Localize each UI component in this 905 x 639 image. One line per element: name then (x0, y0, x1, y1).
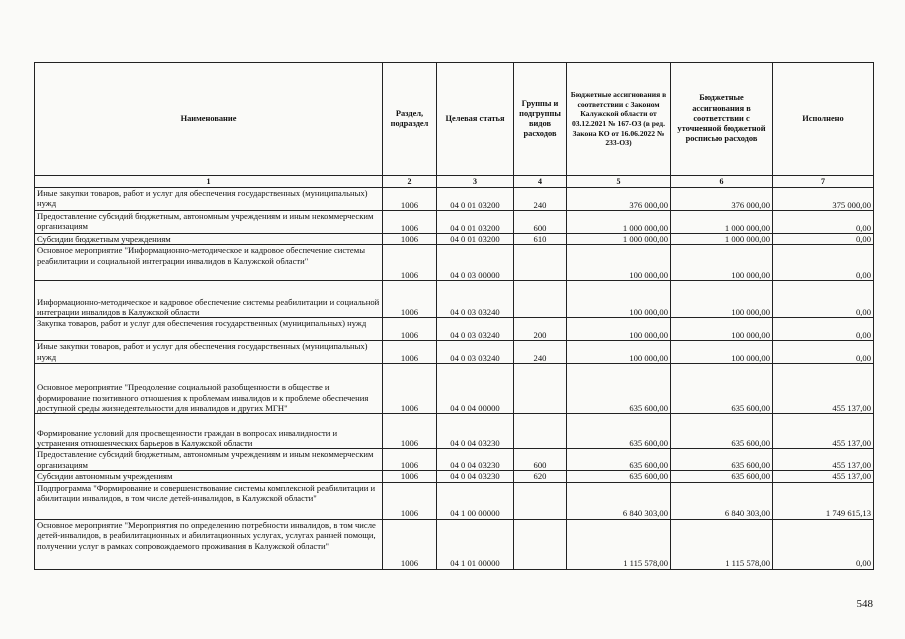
row-target: 04 0 04 03230 (437, 471, 514, 482)
row-refined-amount: 100 000,00 (671, 281, 773, 318)
row-group (514, 281, 567, 318)
column-number: 7 (773, 176, 874, 188)
row-law-amount: 100 000,00 (567, 341, 671, 364)
budget-table (34, 62, 874, 570)
row-section: 1006 (383, 449, 437, 471)
row-executed-amount: 0,00 (773, 245, 874, 281)
column-number: 5 (567, 176, 671, 188)
row-law-amount: 635 600,00 (567, 471, 671, 482)
row-group: 240 (514, 341, 567, 364)
row-refined-amount: 635 600,00 (671, 449, 773, 471)
table-row (35, 318, 874, 341)
row-section: 1006 (383, 188, 437, 211)
row-section: 1006 (383, 364, 437, 414)
row-target: 04 0 03 03240 (437, 318, 514, 341)
row-group (514, 414, 567, 449)
row-executed-amount: 0,00 (773, 318, 874, 341)
row-executed-amount: 455 137,00 (773, 449, 874, 471)
row-refined-amount: 1 000 000,00 (671, 211, 773, 234)
row-target: 04 1 00 00000 (437, 482, 514, 519)
row-executed-amount: 455 137,00 (773, 364, 874, 414)
row-target: 04 0 03 00000 (437, 245, 514, 281)
row-section: 1006 (383, 318, 437, 341)
column-number: 4 (514, 176, 567, 188)
table-row (35, 245, 874, 281)
row-target: 04 0 03 03240 (437, 281, 514, 318)
row-executed-amount: 0,00 (773, 281, 874, 318)
row-executed-amount: 0,00 (773, 211, 874, 234)
header-groups: Группы и подгруппы видов расходов (514, 63, 567, 176)
table-row (35, 281, 874, 318)
row-section: 1006 (383, 234, 437, 245)
row-refined-amount: 376 000,00 (671, 188, 773, 211)
row-law-amount: 635 600,00 (567, 449, 671, 471)
row-target: 04 0 04 00000 (437, 364, 514, 414)
row-group (514, 519, 567, 569)
table-row (35, 482, 874, 519)
row-target: 04 0 03 03240 (437, 341, 514, 364)
table-row (35, 188, 874, 211)
row-section: 1006 (383, 471, 437, 482)
row-executed-amount: 0,00 (773, 519, 874, 569)
row-law-amount: 1 000 000,00 (567, 234, 671, 245)
row-executed-amount: 0,00 (773, 234, 874, 245)
row-section: 1006 (383, 519, 437, 569)
row-law-amount: 1 000 000,00 (567, 211, 671, 234)
row-name: Предоставление субсидий бюджетным, автономным учреждениям и иным некоммерческим организациям (35, 449, 383, 471)
table-row (35, 414, 874, 449)
row-name: Формирование условий для просвещенности граждан в вопросах инвалидности и устранения отношенческих барьеров в Калужской области (35, 414, 383, 449)
row-name: Предоставление субсидий бюджетным, автономным учреждениям и иным некоммерческим организациям (35, 211, 383, 234)
row-executed-amount: 455 137,00 (773, 471, 874, 482)
row-law-amount: 1 115 578,00 (567, 519, 671, 569)
row-refined-amount: 635 600,00 (671, 414, 773, 449)
page-number: 548 (856, 598, 873, 610)
row-group: 240 (514, 188, 567, 211)
row-refined-amount: 635 600,00 (671, 364, 773, 414)
table-header-row (35, 63, 874, 176)
row-law-amount: 635 600,00 (567, 364, 671, 414)
row-refined-amount: 635 600,00 (671, 471, 773, 482)
row-target: 04 0 01 03200 (437, 211, 514, 234)
row-executed-amount: 455 137,00 (773, 414, 874, 449)
row-target: 04 0 04 03230 (437, 449, 514, 471)
column-number: 3 (437, 176, 514, 188)
header-name: Наименование (35, 63, 383, 176)
row-refined-amount: 1 115 578,00 (671, 519, 773, 569)
row-section: 1006 (383, 341, 437, 364)
row-name: Иные закупки товаров, работ и услуг для обеспечения государственных (муниципальных) нужд (35, 188, 383, 211)
row-law-amount: 635 600,00 (567, 414, 671, 449)
table-row (35, 471, 874, 482)
table-row (35, 341, 874, 364)
row-law-amount: 100 000,00 (567, 281, 671, 318)
column-number: 6 (671, 176, 773, 188)
header-refined: Бюджетные ассигнования в соответствии с уточненной бюджетной росписью расходов (671, 63, 773, 176)
table-row (35, 234, 874, 245)
header-law: Бюджетные ассигнования в соответствии с Законом Калужской области от 03.12.2021 № 167-ОЗ (в ред. Закона КО от 16.06.2022 № 233-ОЗ) (567, 63, 671, 176)
row-group: 600 (514, 449, 567, 471)
row-law-amount: 376 000,00 (567, 188, 671, 211)
table-row (35, 211, 874, 234)
row-group (514, 245, 567, 281)
row-law-amount: 100 000,00 (567, 245, 671, 281)
row-refined-amount: 100 000,00 (671, 341, 773, 364)
header-section: Раздел, подраздел (383, 63, 437, 176)
row-refined-amount: 100 000,00 (671, 245, 773, 281)
row-group (514, 364, 567, 414)
table-row (35, 449, 874, 471)
row-executed-amount: 1 749 615,13 (773, 482, 874, 519)
row-target: 04 0 04 03230 (437, 414, 514, 449)
row-target: 04 1 01 00000 (437, 519, 514, 569)
row-name: Основное мероприятие "Мероприятия по определению потребности инвалидов, в том числе детей-инвалидов, в реабилитационных и абилитационных услугах, услугах ранней помощи, получении услуг в рамках сопровождаемого проживания в Калужской области" (35, 519, 383, 569)
row-executed-amount: 0,00 (773, 341, 874, 364)
row-group: 200 (514, 318, 567, 341)
row-name: Субсидии автономным учреждениям (35, 471, 383, 482)
row-executed-amount: 375 000,00 (773, 188, 874, 211)
row-section: 1006 (383, 245, 437, 281)
row-law-amount: 6 840 303,00 (567, 482, 671, 519)
row-section: 1006 (383, 281, 437, 318)
header-target: Целевая статья (437, 63, 514, 176)
row-target: 04 0 01 03200 (437, 234, 514, 245)
row-name: Информационно-методическое и кадровое обеспечение системы реабилитации и социальной интеграции инвалидов в Калужской области (35, 281, 383, 318)
row-section: 1006 (383, 211, 437, 234)
row-refined-amount: 1 000 000,00 (671, 234, 773, 245)
row-law-amount: 100 000,00 (567, 318, 671, 341)
row-name: Подпрограмма "Формирование и совершенствование системы комплексной реабилитации и абилитации инвалидов, в том числе детей-инвалидов, в Калужской области" (35, 482, 383, 519)
row-name: Основное мероприятие "Преодоление социальной разобщенности в обществе и формирование позитивного отношения к проблемам инвалидов и к проблеме обеспечения доступной среды жизнедеятельности для инвалидов и других МГН" (35, 364, 383, 414)
row-name: Основное мероприятие "Информационно-методическое и кадровое обеспечение системы реабилитации и социальной интеграции инвалидов в Калужской области" (35, 245, 383, 281)
row-name: Субсидии бюджетным учреждениям (35, 234, 383, 245)
header-executed: Исполнено (773, 63, 874, 176)
row-group: 600 (514, 211, 567, 234)
row-target: 04 0 01 03200 (437, 188, 514, 211)
row-name: Иные закупки товаров, работ и услуг для обеспечения государственных (муниципальных) нужд (35, 341, 383, 364)
table-row (35, 519, 874, 569)
row-refined-amount: 6 840 303,00 (671, 482, 773, 519)
row-section: 1006 (383, 482, 437, 519)
row-section: 1006 (383, 414, 437, 449)
row-refined-amount: 100 000,00 (671, 318, 773, 341)
column-number: 2 (383, 176, 437, 188)
row-name: Закупка товаров, работ и услуг для обеспечения государственных (муниципальных) нужд (35, 318, 383, 341)
row-group (514, 482, 567, 519)
row-group: 620 (514, 471, 567, 482)
column-number-row (35, 176, 874, 188)
row-group: 610 (514, 234, 567, 245)
column-number: 1 (35, 176, 383, 188)
table-row (35, 364, 874, 414)
